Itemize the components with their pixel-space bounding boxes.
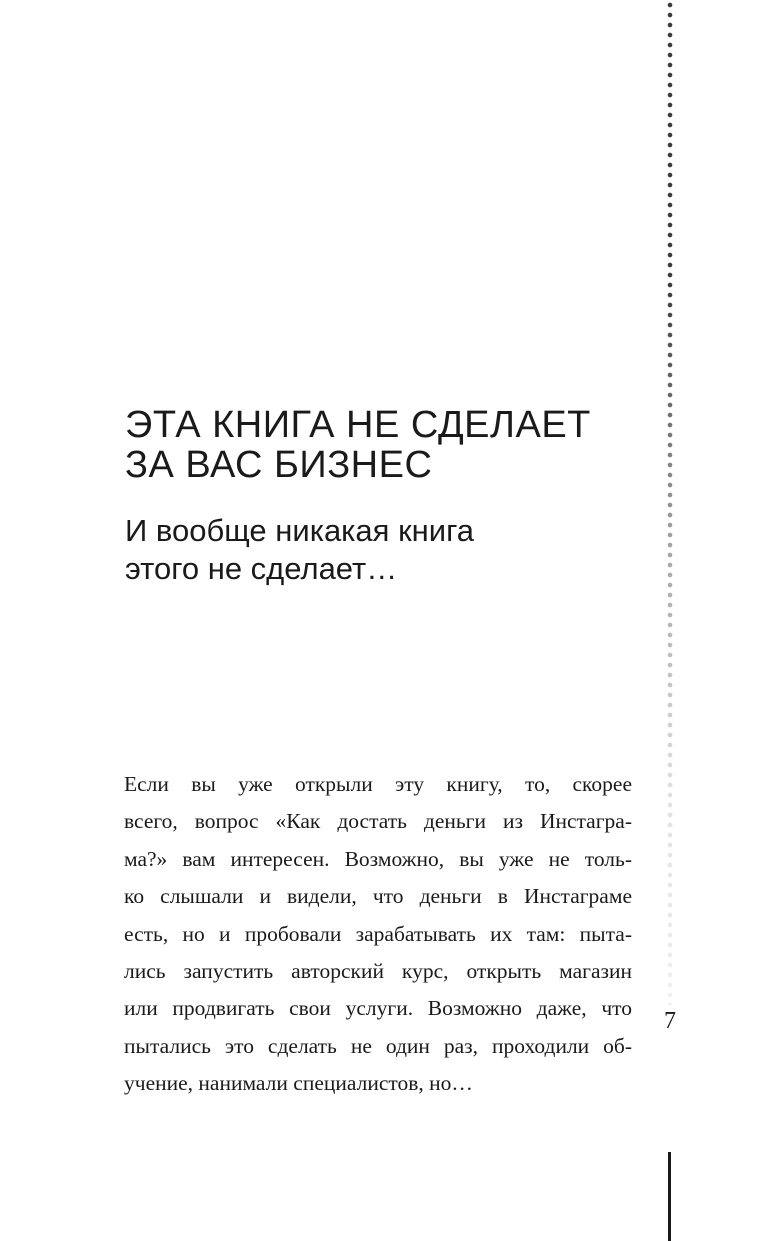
body-line: всего, вопрос «Как достать деньги из Инстагра- bbox=[124, 809, 632, 834]
body-line: есть, но и пробовали зарабатывать их там: пыта- bbox=[124, 921, 632, 946]
page-number: 7 bbox=[664, 1008, 676, 1034]
chapter-title bbox=[125, 405, 645, 485]
body-paragraph bbox=[124, 766, 632, 1103]
chapter-title-line-2: ЗА ВАС БИЗНЕС bbox=[125, 444, 433, 486]
chapter-title-line-1: ЭТА КНИГА НЕ СДЕЛАЕТ bbox=[125, 404, 591, 446]
body-line: ма?» вам интересен. Возможно, вы уже не толь- bbox=[124, 846, 632, 871]
dotted-rule-fade bbox=[660, 0, 680, 1005]
page-number-rule bbox=[668, 1152, 671, 1241]
body-line: пытались это сделать не один раз, проходили об- bbox=[124, 1033, 632, 1058]
chapter-subtitle bbox=[125, 512, 645, 588]
body-line: или продвигать свои услуги. Возможно даже, что bbox=[124, 996, 632, 1021]
body-line: учение, нанимали специалистов, но… bbox=[124, 1071, 473, 1096]
body-line: Если вы уже открыли эту книгу, то, скорее bbox=[124, 772, 632, 796]
body-line: ко слышали и видели, что деньги в Инстаграме bbox=[124, 884, 632, 909]
chapter-subtitle-line-1: И вообще никакая книга bbox=[125, 513, 474, 548]
body-line: лись запустить авторский курс, открыть магазин bbox=[124, 959, 632, 984]
chapter-subtitle-line-2: этого не сделает… bbox=[125, 551, 398, 586]
